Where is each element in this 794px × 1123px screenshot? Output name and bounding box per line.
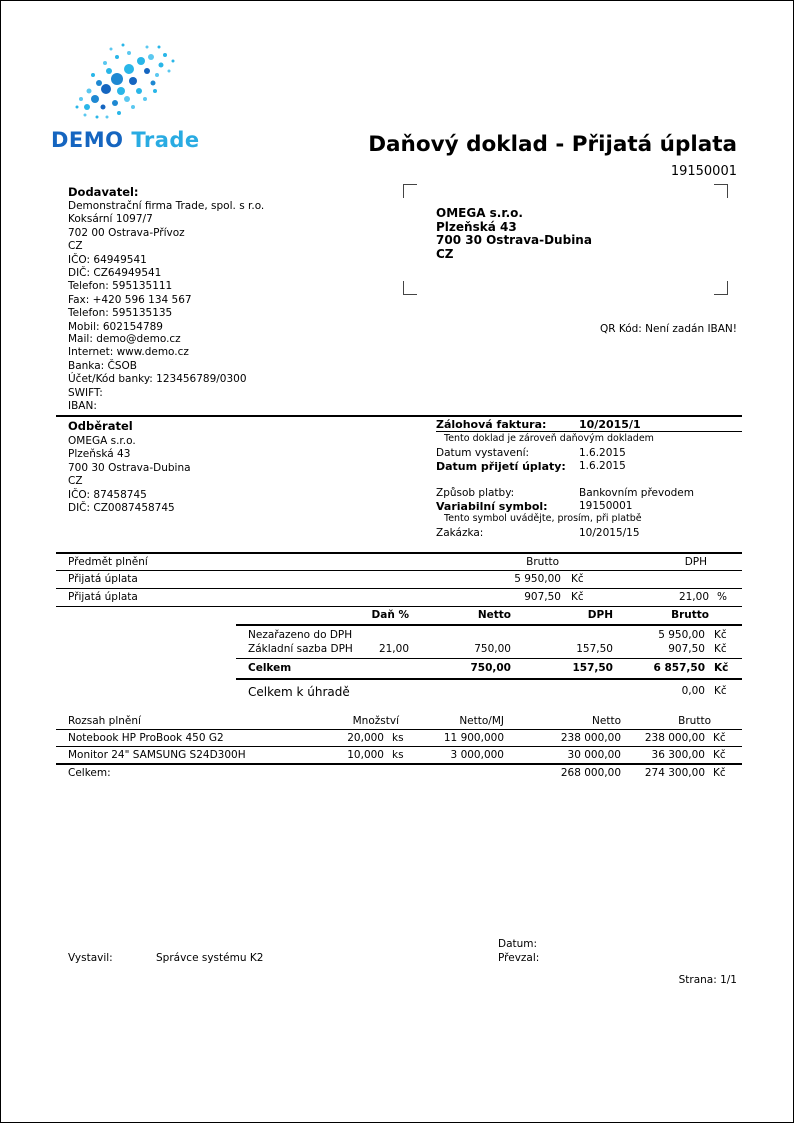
supplier-contact-line: Mail: demo@demo.cz — [68, 333, 181, 345]
tax-col-brutto: Brutto — [671, 609, 709, 621]
supplier-line: DIČ: CZ64949541 — [68, 267, 162, 280]
customer-line: 700 30 Ostrava-Dubina — [68, 461, 191, 474]
tax-total-brutto: 6 857,50 — [653, 662, 705, 674]
subject-name: Přijatá úplata — [68, 591, 138, 603]
prevzal-label: Převzal: — [498, 952, 540, 964]
item-qty: 10,000 — [347, 749, 384, 761]
currency-label: Kč — [713, 767, 726, 779]
payment-method-value: Bankovním převodem — [579, 487, 694, 499]
datum-label: Datum: — [498, 938, 538, 950]
variable-symbol-row — [1, 500, 793, 514]
recipient-line: 700 30 Ostrava-Dubina — [436, 233, 592, 248]
items-table-header — [1, 715, 793, 729]
advance-invoice-note: Tento doklad je zároveň daňovým dokladem — [444, 433, 654, 444]
order-label: Zakázka: — [436, 527, 484, 539]
advance-invoice-row — [1, 418, 793, 432]
items-total-netto: 268 000,00 — [560, 767, 621, 779]
currency-label: Kč — [714, 629, 727, 641]
order-row — [1, 527, 793, 541]
variable-symbol-label: Variabilní symbol: — [436, 500, 548, 513]
payment-date-row — [1, 460, 793, 474]
supplier-line: CZ — [68, 240, 83, 253]
subject-col-brutto: Brutto — [526, 556, 559, 568]
order-value: 10/2015/15 — [579, 527, 640, 539]
subject-dph: 21,00 — [678, 591, 709, 603]
customer-line: CZ — [68, 475, 83, 488]
supplier-contact-line: Banka: ČSOB — [68, 359, 137, 372]
items-col-netto-mj: Netto/MJ — [459, 715, 504, 727]
currency-label: Kč — [714, 685, 727, 697]
item-unit: ks — [392, 749, 404, 761]
demo-trade-logo-dots-icon — [59, 41, 179, 125]
divider — [56, 570, 742, 571]
vystavil-value: Správce systému K2 — [156, 952, 264, 964]
demo-trade-logo-text — [51, 128, 200, 152]
currency-label: Kč — [714, 643, 727, 655]
subject-row — [1, 573, 793, 587]
address-window-corner — [714, 184, 728, 198]
issue-date-label: Datum vystavení: — [436, 447, 530, 459]
tax-netto: 750,00 — [474, 643, 511, 655]
divider — [56, 606, 742, 607]
customer-line: DIČ: CZ0087458745 — [68, 502, 175, 515]
tax-row — [1, 629, 793, 643]
tax-col-dph: DPH — [587, 609, 613, 621]
tax-total-row — [1, 662, 793, 676]
supplier-line: Fax: +420 596 134 567 — [68, 293, 192, 306]
item-row — [1, 749, 793, 763]
subject-col-dph: DPH — [684, 556, 707, 568]
subject-brutto: 5 950,00 — [514, 573, 561, 585]
currency-label: Kč — [571, 591, 584, 603]
recipient-line: OMEGA s.r.o. — [436, 206, 523, 220]
divider — [436, 431, 742, 432]
document-number: 19150001 — [670, 164, 737, 179]
payment-method-row — [1, 487, 793, 501]
item-name: Monitor 24" SAMSUNG S24D300H — [68, 749, 246, 761]
supplier-line: 702 00 Ostrava-Přívoz — [68, 226, 185, 239]
divider — [236, 658, 742, 659]
items-col-name: Rozsah plnění — [68, 715, 141, 727]
subject-table-header — [1, 556, 793, 570]
page-number: Strana: 1/1 — [678, 974, 737, 986]
items-total-brutto: 274 300,00 — [644, 767, 705, 779]
item-netto: 238 000,00 — [560, 732, 621, 744]
customer-line: IČO: 87458745 — [68, 488, 147, 501]
amount-due-value: 0,00 — [681, 685, 705, 697]
supplier-line: Telefon: 595135111 — [68, 280, 173, 293]
supplier-line: Koksární 1097/7 — [68, 213, 153, 226]
advance-invoice-label: Zálohová faktura: — [436, 418, 547, 431]
address-window-corner — [403, 184, 417, 198]
divider — [56, 746, 742, 747]
currency-label: Kč — [713, 732, 726, 744]
issue-date-row — [1, 447, 793, 461]
subject-brutto: 907,50 — [524, 591, 561, 603]
recipient-address-block — [436, 207, 592, 261]
subject-name: Přijatá úplata — [68, 573, 138, 585]
item-brutto: 238 000,00 — [644, 732, 705, 744]
tax-brutto: 5 950,00 — [658, 629, 705, 641]
item-unit: ks — [392, 732, 404, 744]
supplier-label: Dodavatel: — [68, 185, 139, 199]
item-netto: 30 000,00 — [567, 749, 621, 761]
divider — [56, 763, 742, 765]
supplier-contact-block — [68, 333, 247, 413]
tax-total-dph: 157,50 — [572, 662, 613, 674]
advance-invoice-value: 10/2015/1 — [579, 418, 641, 431]
tax-dph: 157,50 — [576, 643, 613, 655]
document-title: Daňový doklad - Přijatá úplata — [368, 132, 737, 157]
currency-label: Kč — [571, 573, 584, 585]
divider — [56, 588, 742, 589]
item-row — [1, 732, 793, 746]
item-qty: 20,000 — [347, 732, 384, 744]
tax-row-label: Základní sazba DPH — [248, 643, 353, 655]
tax-total-label: Celkem — [248, 662, 292, 674]
currency-label: Kč — [714, 662, 729, 674]
customer-line: OMEGA s.r.o. — [68, 435, 136, 447]
logo-word-demo: DEMO — [51, 128, 124, 152]
items-col-netto: Netto — [592, 715, 621, 727]
item-name: Notebook HP ProBook 450 G2 — [68, 732, 224, 744]
divider — [56, 552, 742, 554]
currency-label: Kč — [713, 749, 726, 761]
subject-col-name: Předmět plnění — [68, 556, 148, 568]
item-netto-mj: 3 000,000 — [450, 749, 504, 761]
footer-datum-row — [1, 938, 793, 952]
logo-word-trade: Trade — [131, 128, 200, 152]
divider — [236, 678, 742, 680]
supplier-line: Mobil: 602154789 — [68, 320, 163, 333]
footer-signature-row — [1, 952, 793, 966]
customer-line: Plzeňská 43 — [68, 448, 131, 461]
tax-total-netto: 750,00 — [470, 662, 511, 674]
tax-row-label: Nezařazeno do DPH — [248, 629, 353, 641]
supplier-contact-line: SWIFT: — [68, 386, 103, 399]
supplier-line: Demonstrační firma Trade, spol. s r.o. — [68, 200, 265, 212]
item-brutto: 36 300,00 — [651, 749, 705, 761]
supplier-contact-line: Účet/Kód banky: 123456789/0300 — [68, 373, 247, 386]
items-total-row — [1, 767, 793, 781]
tax-col-dan: Daň % — [371, 609, 409, 621]
subject-row — [1, 591, 793, 605]
amount-due-row — [1, 685, 793, 699]
divider — [56, 729, 742, 730]
divider — [56, 415, 742, 417]
supplier-line: IČO: 64949541 — [68, 253, 147, 266]
tax-table-header — [1, 609, 793, 623]
payment-date-value: 1.6.2015 — [579, 460, 626, 472]
vystavil-label: Vystavil: — [68, 952, 113, 964]
variable-symbol-note: Tento symbol uvádějte, prosím, při platbě — [444, 513, 642, 524]
amount-due-label: Celkem k úhradě — [248, 685, 350, 699]
issue-date-value: 1.6.2015 — [579, 447, 626, 459]
percent-label: % — [717, 591, 727, 603]
supplier-contact-line: IBAN: — [68, 400, 97, 413]
item-netto-mj: 11 900,000 — [443, 732, 504, 744]
items-total-label: Celkem: — [68, 767, 111, 779]
supplier-address-block — [68, 200, 264, 334]
tax-dan: 21,00 — [378, 643, 409, 655]
customer-label: Odběratel — [68, 419, 133, 433]
tax-brutto: 907,50 — [668, 643, 705, 655]
address-window-corner — [714, 281, 728, 295]
tax-row — [1, 643, 793, 657]
recipient-line: CZ — [436, 246, 454, 261]
qr-code-note: QR Kód: Není zadán IBAN! — [599, 323, 737, 335]
supplier-contact-line: Internet: www.demo.cz — [68, 346, 189, 359]
payment-date-label: Datum přijetí úplaty: — [436, 460, 566, 473]
address-window-corner — [403, 281, 417, 295]
variable-symbol-value: 19150001 — [579, 500, 633, 512]
recipient-line: Plzeňská 43 — [436, 219, 517, 234]
payment-method-label: Způsob platby: — [436, 487, 515, 499]
items-col-qty: Množství — [352, 715, 399, 727]
divider — [236, 624, 742, 626]
items-col-brutto: Brutto — [678, 715, 711, 727]
tax-col-netto: Netto — [477, 609, 511, 621]
supplier-line: Telefon: 595135135 — [68, 307, 173, 320]
